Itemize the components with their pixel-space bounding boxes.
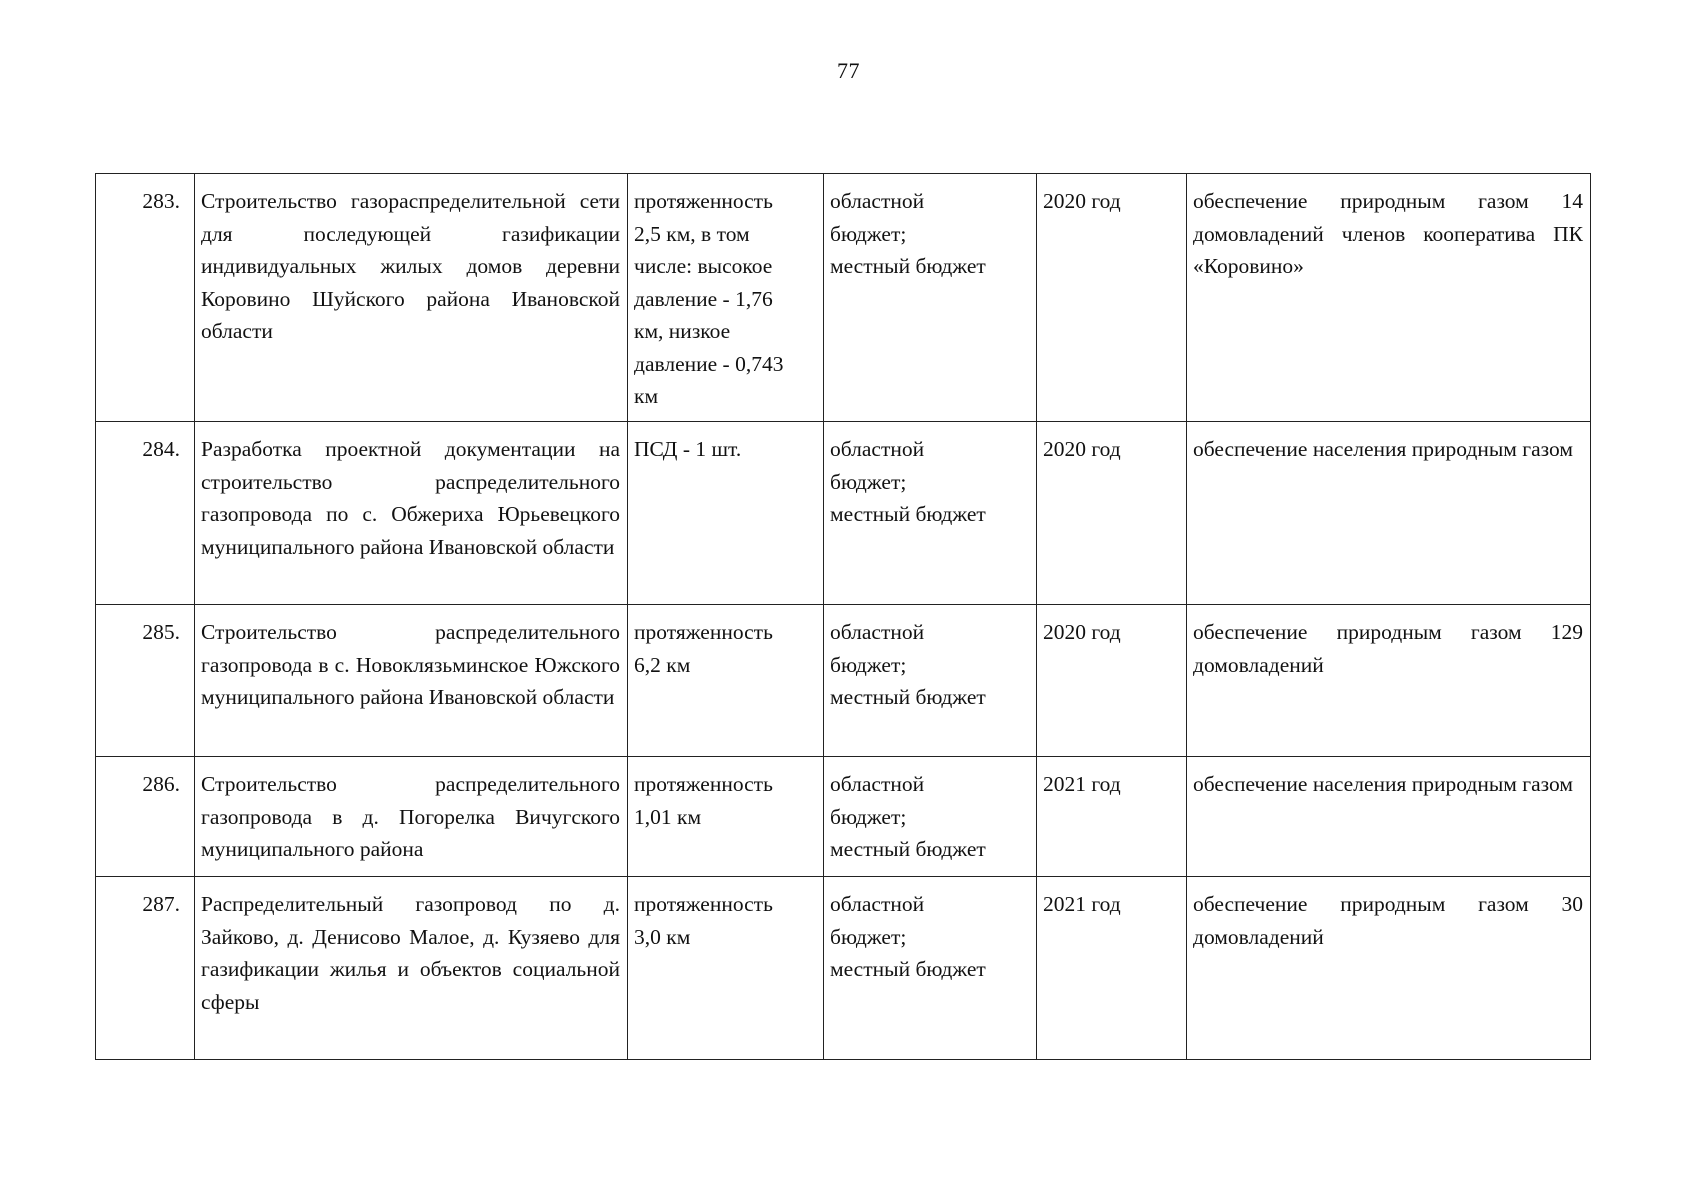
object-capacity: протяженность 3,0 км <box>628 877 824 1060</box>
expected-result: обеспечение населения природным газом <box>1187 422 1591 605</box>
implementation-year: 2020 год <box>1037 605 1187 757</box>
gasification-table <box>95 173 1591 1060</box>
page-number: 77 <box>837 58 860 83</box>
row-number: 286. <box>96 757 195 877</box>
table-row <box>96 757 1591 877</box>
funding-source: областной бюджет; местный бюджет <box>824 605 1037 757</box>
funding-source: областной бюджет; местный бюджет <box>824 174 1037 422</box>
object-name: Разработка проектной документации на строительство распределительного газопровода по с. Обжериха Юрьевецкого муниципального района Ивановской области <box>195 422 628 605</box>
expected-result: обеспечение природным газом 14 домовладений членов кооператива ПК «Коровино» <box>1187 174 1591 422</box>
object-capacity: протяженность 2,5 км, в том числе: высокое давление - 1,76 км, низкое давление - 0,743 км <box>628 174 824 422</box>
object-capacity: протяженность 1,01 км <box>628 757 824 877</box>
row-number: 283. <box>96 174 195 422</box>
object-capacity: ПСД - 1 шт. <box>628 422 824 605</box>
table-row <box>96 422 1591 605</box>
object-name: Строительство распределительного газопровода в д. Погорелка Вичугского муниципального района <box>195 757 628 877</box>
object-capacity: протяженность 6,2 км <box>628 605 824 757</box>
expected-result: обеспечение населения природным газом <box>1187 757 1591 877</box>
funding-source: областной бюджет; местный бюджет <box>824 757 1037 877</box>
row-number: 287. <box>96 877 195 1060</box>
implementation-year: 2021 год <box>1037 877 1187 1060</box>
table-row <box>96 877 1591 1060</box>
implementation-year: 2020 год <box>1037 174 1187 422</box>
object-name: Строительство газораспределительной сети для последующей газификации индивидуальных жилых домов деревни Коровино Шуйского района Ивановской области <box>195 174 628 422</box>
table-row <box>96 605 1591 757</box>
object-name: Строительство распределительного газопровода в с. Новоклязьминское Южского муниципального района Ивановской области <box>195 605 628 757</box>
expected-result: обеспечение природным газом 129 домовладений <box>1187 605 1591 757</box>
table-row <box>96 174 1591 422</box>
expected-result: обеспечение природным газом 30 домовладений <box>1187 877 1591 1060</box>
row-number: 284. <box>96 422 195 605</box>
row-number: 285. <box>96 605 195 757</box>
implementation-year: 2021 год <box>1037 757 1187 877</box>
funding-source: областной бюджет; местный бюджет <box>824 422 1037 605</box>
implementation-year: 2020 год <box>1037 422 1187 605</box>
funding-source: областной бюджет; местный бюджет <box>824 877 1037 1060</box>
object-name: Распределительный газопровод по д. Зайково, д. Денисово Малое, д. Кузяево для газификации жилья и объектов социальной сферы <box>195 877 628 1060</box>
